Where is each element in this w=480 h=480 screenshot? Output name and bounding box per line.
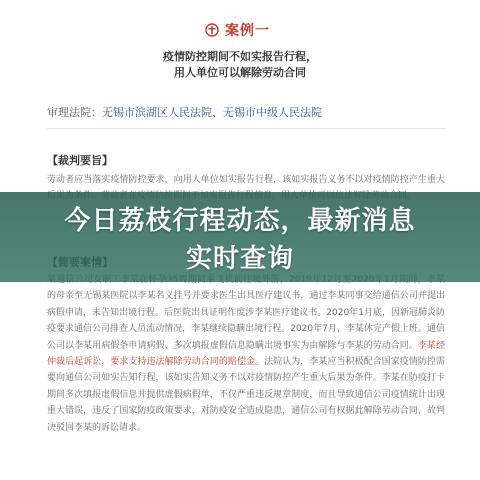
facts-highlight: 李某经仲裁后起诉讼，要求支持违法解除劳动合同的赔偿金。 (47, 340, 445, 368)
gist-paragraph: 劳动者应当落实疫情防控要求，向用人单位如实报告行程，该如实报告义务不以对疫情防控产生重大 (47, 175, 445, 185)
case-header (205, 20, 270, 40)
section-title-gist: 【裁判要旨】 (47, 154, 113, 167)
case-title-line2: 用人单位可以解除劳动合同 (174, 66, 306, 79)
facts-rest: 法院认为，李某应当积极配合国家疫情防控需要向通信公司如实告知行程，该如实告知义务不以对疫情防控产生重大后果为条件。李某在防疫打卡期间多次填报虚假信息并提供虚假病假单，不仅严重违反规章制度，而且导致通信公司疫情统计出现重大错误，违反了国家防疫政策要求，对防疫安全造成隐患，通信公司有权据此解除劳动合同，故判决驳回李某的诉讼请求。 (47, 357, 445, 433)
court-label: 审理法院： (47, 106, 102, 119)
court-value: 无锡市滨湖区人民法院、无锡市中级人民法院 (102, 106, 322, 119)
facts-intro: 的母亲至无锡某医院以李某名义挂号并要求医生出具医疗建议书，通过李某同事交给通信公司并提出病假申请，未告知出境行程。后医院出具证明作废涉李某医疗建议书。2020年1月底，因新冠肺炎防疫要求通信公司排查人员流动情况，李某继续隐瞒出境行程。2020年7月，李某休完产假上班。通信公司以李某用病假条申请病假、多次填报虚假信息隐瞒出境事实为由解除与李某的劳动合同。 (47, 291, 445, 351)
case-title-line1: 疫情防控期间不如实报告行程， (163, 50, 317, 63)
banner-headline-line1: 今日荔枝行程动态，最新消息 (64, 206, 416, 236)
court-info (47, 104, 322, 120)
scale-icon (205, 23, 219, 37)
facts-paragraph (47, 272, 445, 436)
divider (47, 128, 447, 129)
case-label: 案例一 (225, 23, 270, 39)
banner-headline-line2: 实时查询 (185, 244, 294, 274)
